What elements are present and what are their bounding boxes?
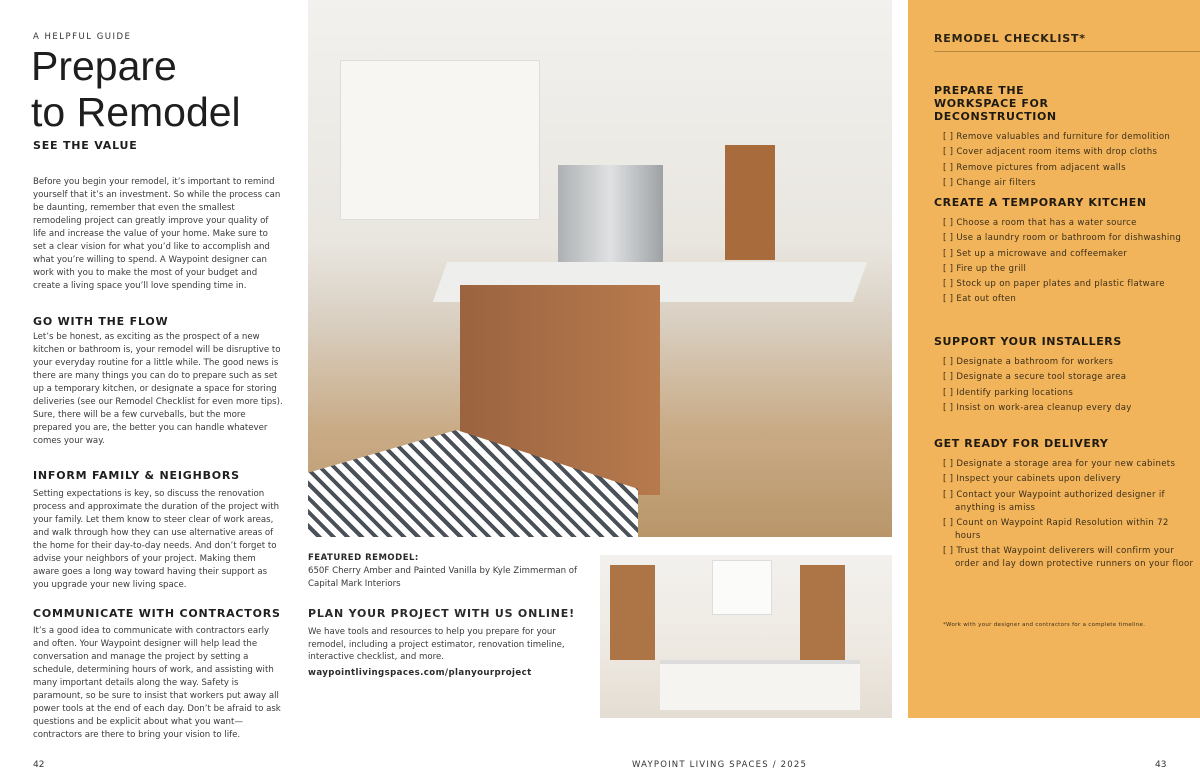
photo-fridge [558, 165, 663, 275]
checklist-item[interactable] [934, 356, 1194, 369]
checklist-item-label: Designate a secure tool storage area [956, 372, 1127, 383]
photo-hutch [725, 145, 775, 260]
checklist-item-label: Trust that Waypoint deliverers will confirm your order and lay down protective runners on your floor [955, 546, 1194, 570]
checkbox-icon[interactable]: [ ] [943, 517, 954, 528]
checklist-item-label: Contact your Waypoint authorized designer if anything is amiss [955, 489, 1165, 513]
checkbox-icon[interactable]: [ ] [943, 233, 954, 244]
checklist-heading: CREATE A TEMPORARY KITCHEN [934, 196, 1147, 209]
checklist-item-label: Remove valuables and furniture for demolition [956, 132, 1171, 142]
section-heading: INFORM FAMILY & NEIGHBORS [33, 469, 240, 482]
checklist-heading: GET READY FOR DELIVERY [934, 437, 1109, 450]
checkbox-icon[interactable]: [ ] [943, 372, 954, 383]
checklist-item[interactable] [934, 473, 1194, 486]
title-line-2: to Remodel [31, 89, 241, 135]
checklist-item[interactable] [934, 232, 1194, 245]
magazine-footer: WAYPOINT LIVING SPACES / 2025 [632, 760, 808, 770]
checklist-item[interactable] [934, 489, 1194, 515]
photo-base-cabinets [660, 660, 860, 710]
checkbox-icon[interactable]: [ ] [943, 489, 954, 500]
checklist-item[interactable] [934, 545, 1194, 571]
checkbox-icon[interactable]: [ ] [943, 147, 954, 158]
checkbox-icon[interactable]: [ ] [943, 459, 954, 469]
checkbox-icon[interactable]: [ ] [943, 546, 954, 557]
checkbox-icon[interactable]: [ ] [943, 279, 954, 290]
checklist-section [934, 196, 1194, 309]
checklist-section [934, 335, 1194, 417]
checklist-title: REMODEL CHECKLIST* [934, 32, 1086, 45]
checkbox-icon[interactable]: [ ] [943, 294, 954, 305]
checklist-item[interactable] [934, 278, 1194, 291]
checklist-item[interactable] [934, 162, 1194, 175]
checkbox-icon[interactable]: [ ] [943, 132, 954, 142]
photo-hood [712, 560, 772, 615]
checklist-item-label: Fire up the grill [956, 263, 1027, 274]
photo-hutch [800, 565, 845, 660]
checklist-item-label: Designate a bathroom for workers [956, 357, 1114, 367]
photo-hutch [610, 565, 655, 660]
checklist-item-label: Designate a storage area for your new cabinets [956, 459, 1176, 469]
checkbox-icon[interactable]: [ ] [943, 474, 954, 485]
checklist-item[interactable] [934, 293, 1194, 306]
checklist-item[interactable] [934, 371, 1194, 384]
section-heading: COMMUNICATE WITH CONTRACTORS [33, 607, 281, 620]
plan-heading: PLAN YOUR PROJECT WITH US ONLINE! [308, 607, 575, 620]
kicker: A HELPFUL GUIDE [33, 32, 132, 42]
checklist-item[interactable] [934, 458, 1194, 471]
checklist-item[interactable] [934, 387, 1194, 400]
checklist-item-label: Stock up on paper plates and plastic flatware [956, 279, 1165, 290]
featured-label: FEATURED REMODEL: [308, 553, 419, 563]
section-text: It’s a good idea to communicate with contractors early and often. Your Waypoint designer will help lead the conversation and manage the project by setting a schedule, determining hours of work, and assisting with many important details along the way. Safety is paramount, so be sure to insist that workers put away all power tools at the end of each day. Don’t be afraid to ask questions and be explicit about what you want—contractors are there to bring your vision to life. [33, 626, 281, 740]
checklist-footnote: *Work with your designer and contractors for a complete timeline. [943, 622, 1146, 628]
checklist-item-label: Choose a room that has a water source [956, 218, 1137, 228]
checklist-item[interactable] [934, 263, 1194, 276]
checklist-section [934, 437, 1194, 573]
checklist-item-label: Count on Waypoint Rapid Resolution within 72 hours [955, 517, 1169, 541]
title-line-1: Prepare [31, 43, 177, 89]
intro-text: Before you begin your remodel, it’s important to remind yourself that it’s an investment. So while the process can be daunting, remember that even the smallest remodeling project can greatly improve your quality of life and increase the value of your home. Make sure to set a clear vision for what you’d like to accomplish and what you’re willing to spend. A Waypoint designer can work with you to make the most of your budget and create a living space you’ll love spending time in. [33, 177, 281, 291]
checklist-item-label: Eat out often [956, 294, 1017, 305]
checklist-item-label: Insist on work-area cleanup every day [956, 402, 1132, 413]
checklist-item-label: Inspect your cabinets upon delivery [956, 474, 1121, 485]
divider [934, 51, 1200, 52]
checklist-item[interactable] [934, 248, 1194, 261]
checklist-item-label: Use a laundry room or bathroom for dishwashing [956, 233, 1182, 244]
page-title [31, 43, 241, 135]
checklist-section [934, 84, 1194, 192]
plan-text: We have tools and resources to help you prepare for your remodel, including a project estimator, renovation timeline, interactive checklist, and more. [308, 627, 565, 662]
checklist-item-label: Identify parking locations [956, 387, 1074, 398]
page-number-right: 43 [1155, 760, 1167, 770]
checklist-item-label: Set up a microwave and coffeemaker [956, 248, 1128, 259]
subtitle: SEE THE VALUE [33, 139, 138, 152]
checklist-item[interactable] [934, 402, 1194, 415]
checkbox-icon[interactable]: [ ] [943, 218, 954, 228]
section-text: Let’s be honest, as exciting as the prospect of a new kitchen or bathroom is, your remodel will be disruptive to your everyday routine for a little while. The good news is there are many things you can do to prepare such as set up a temporary kitchen, or designate a space for storing deliveries (see our Remodel Checklist for even more tips). Sure, there will be a few curveballs, but the more prepared you are, the better you can handle whatever comes your way. [33, 332, 283, 446]
checkbox-icon[interactable]: [ ] [943, 387, 954, 398]
checkbox-icon[interactable]: [ ] [943, 263, 954, 274]
checklist-item-label: Cover adjacent room items with drop cloths [956, 147, 1158, 158]
checklist-item[interactable] [934, 177, 1194, 190]
checklist-heading: SUPPORT YOUR INSTALLERS [934, 335, 1122, 348]
page-number-left: 42 [33, 760, 45, 770]
checkbox-icon[interactable]: [ ] [943, 177, 954, 188]
checkbox-icon[interactable]: [ ] [943, 357, 954, 367]
checklist-item-label: Remove pictures from adjacent walls [956, 162, 1126, 173]
checkbox-icon[interactable]: [ ] [943, 402, 954, 413]
checkbox-icon[interactable]: [ ] [943, 162, 954, 173]
section-heading: GO WITH THE FLOW [33, 315, 169, 328]
checkbox-icon[interactable]: [ ] [943, 248, 954, 259]
featured-caption: 650F Cherry Amber and Painted Vanilla by Kyle Zimmerman of Capital Mark Interiors [308, 566, 578, 589]
section-text: Setting expectations is key, so discuss the renovation process and approximate the duration of the project with your family. Let them know to steer clear of work areas, and walk through how they can use alternative areas of the home for their day-to-day needs. And don’t forget to advise your neighbors of your project. Making them aware goes a long way toward having their support as you upgrade your new living space. [33, 489, 280, 590]
checklist-item[interactable] [934, 517, 1194, 543]
plan-link[interactable]: waypointlivingspaces.com/planyourproject [308, 668, 532, 678]
checklist-item[interactable] [934, 217, 1194, 230]
checklist-item[interactable] [934, 131, 1194, 144]
checklist-item-label: Change air filters [956, 177, 1036, 188]
checklist-item[interactable] [934, 146, 1194, 159]
checklist-heading: PREPARE THE WORKSPACE FOR DECONSTRUCTION [934, 84, 1057, 123]
photo-cabinets [340, 60, 540, 220]
